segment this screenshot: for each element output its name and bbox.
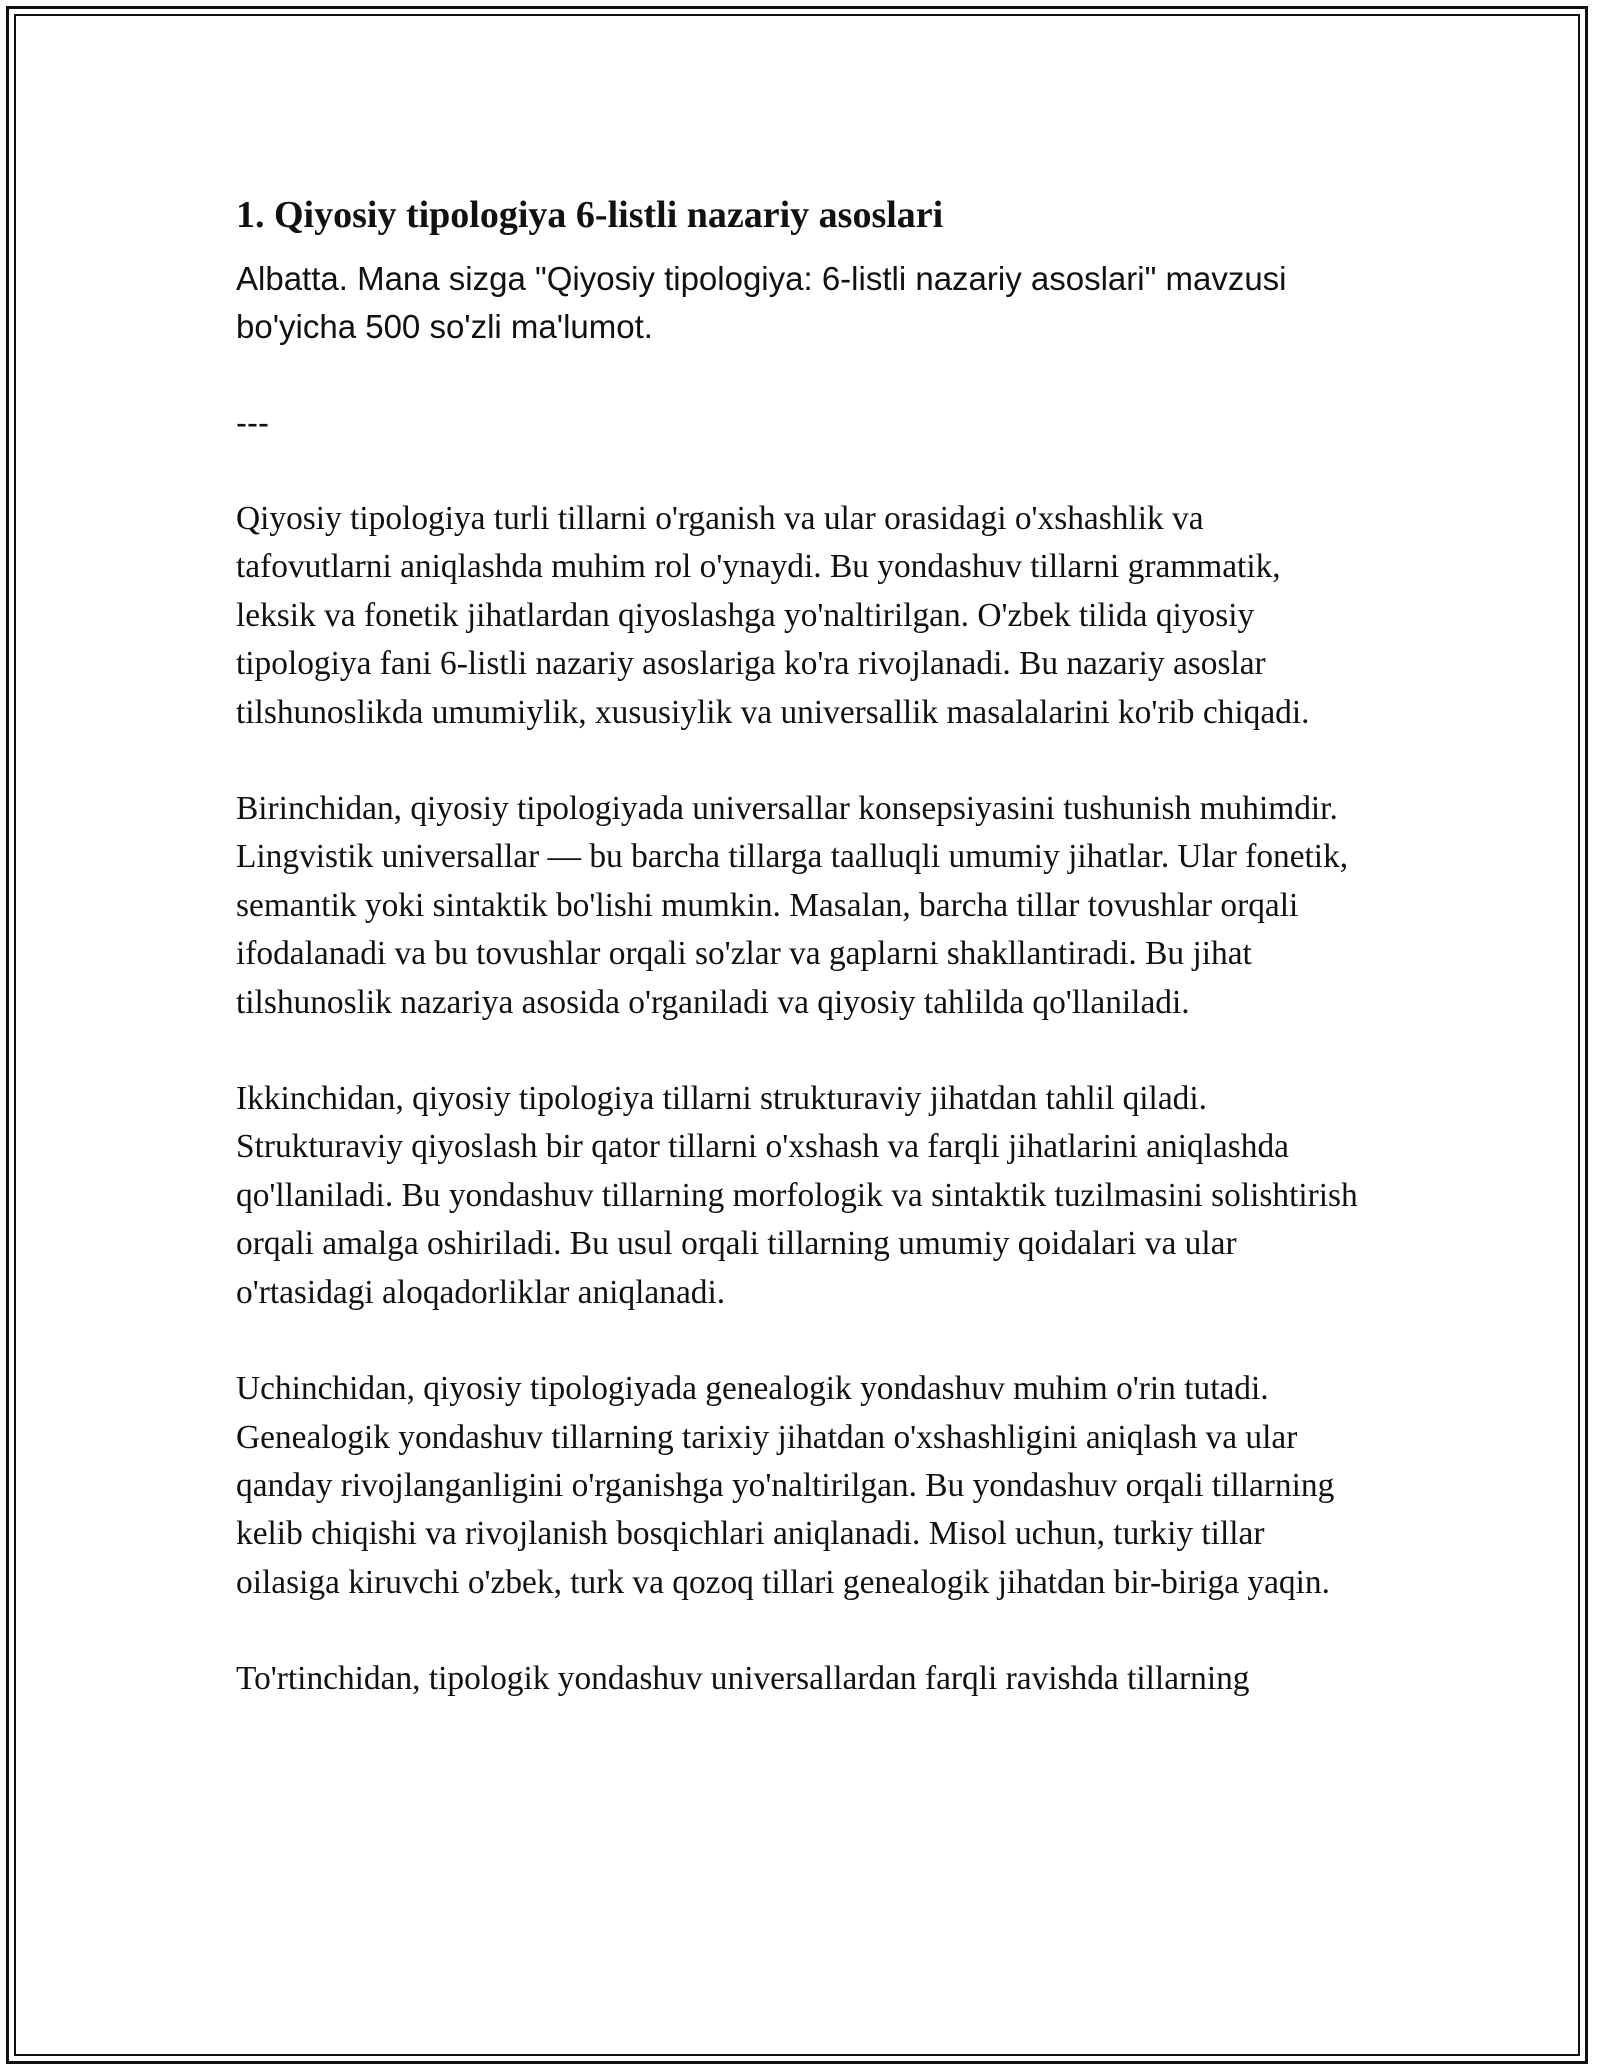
paragraph-3: Ikkinchidan, qiyosiy tipologiya tillarni strukturaviy jihatdan tahlil qiladi. Strukturaviy qiyoslash bir qator tillarni o'xshash va farqli jihatlarini aniqlashda qo'llaniladi. Bu yondashuv tillarning morfologik va sintaktik tuzilmasini solishtirish orqali amalga oshiriladi. Bu usul orqali tillarning umumiy qoidalari va ular o'rtasidagi aloqadorliklar aniqlanadi. [236,1080,1358,1311]
document-title: 1. Qiyosiy tipologiya 6-listli nazariy asoslari [236,194,944,236]
document-body [236,185,1366,1704]
separator: --- [236,404,269,441]
intro-paragraph: Albatta. Mana sizga "Qiyosiy tipologiya: 6-listli nazariy asoslari" mavzusi bo'yicha 500 so'zli ma'lumot. [236,260,1287,345]
paragraph-5: To'rtinchidan, tipologik yondashuv universallardan farqli ravishda tillarning [236,1660,1250,1698]
paragraph-1: Qiyosiy tipologiya turli tillarni o'rganish va ular orasidagi o'xshashlik va tafovutlarni aniqlashda muhim rol o'ynaydi. Bu yondashuv tillarni grammatik, leksik va fonetik jihatlardan qiyoslashga yo'naltirilgan. O'zbek tilida qiyosiy tipologiya fani 6-listli nazariy asoslariga ko'ra rivojlanadi. Bu nazariy asoslar tilshunoslikda umumiylik, xususiylik va universallik masalalarini ko'rib chiqadi. [236,500,1310,731]
paragraph-4: Uchinchidan, qiyosiy tipologiyada genealogik yondashuv muhim o'rin tutadi. Genealogik yondashuv tillarning tarixiy jihatdan o'xshashligini aniqlash va ular qanday rivojlanganligini o'rganishga yo'naltirilgan. Bu yondashuv orqali tillarning kelib chiqishi va rivojlanish bosqichlari aniqlanadi. Misol uchun, turkiy tillar oilasiga kiruvchi o'zbek, turk va qozoq tillari genealogik jihatdan bir-biriga yaqin. [236,1370,1335,1601]
paragraph-2: Birinchidan, qiyosiy tipologiyada universallar konsepsiyasini tushunish muhimdir. Lingvistik universallar — bu barcha tillarga taalluqli umumiy jihatlar. Ular fonetik, semantik yoki sintaktik bo'lishi mumkin. Masalan, barcha tillar tovushlar orqali ifodalanadi va bu tovushlar orqali so'zlar va gaplarni shakllantiradi. Bu jihat tilshunoslik nazariya asosida o'rganiladi va qiyosiy tahlilda qo'llaniladi. [236,790,1349,1021]
